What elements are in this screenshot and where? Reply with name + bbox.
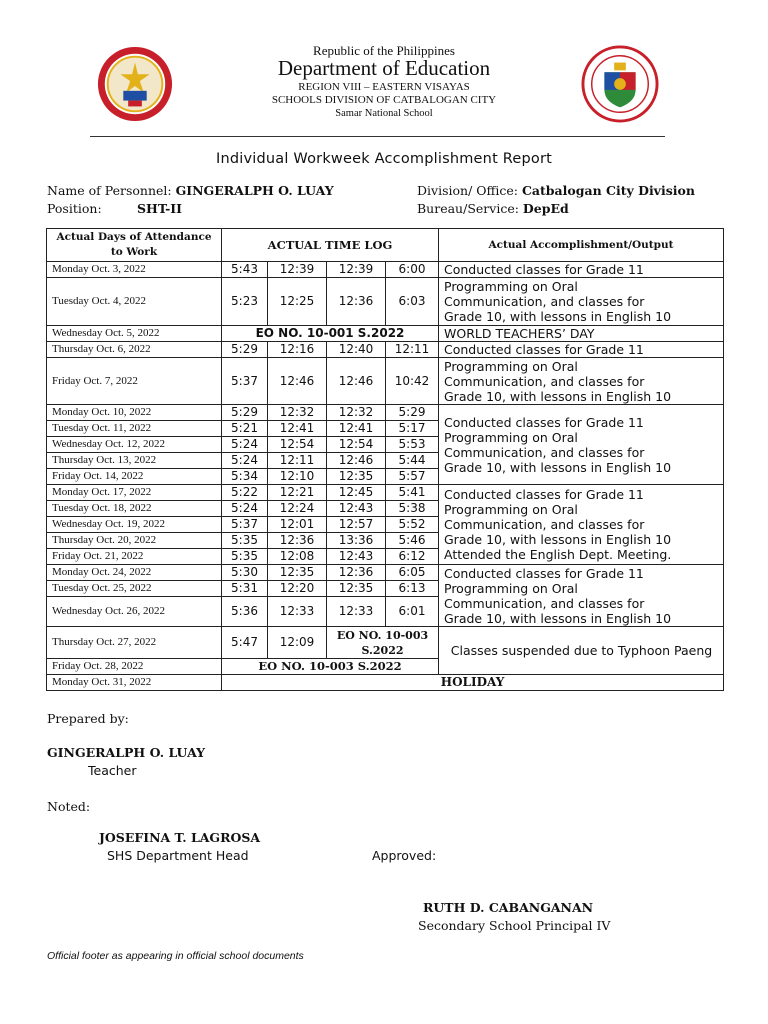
day-cell: Monday Oct. 10, 2022 [47,405,222,421]
time-in-am: 5:29 [222,342,268,358]
personnel-position-value: SHT-II [137,201,182,216]
day-cell: Friday Oct. 21, 2022 [47,549,222,565]
approved-position: Secondary School Principal IV [418,918,611,933]
footer-note: Official footer as appearing in official school documents [47,950,304,962]
day-cell: Tuesday Oct. 4, 2022 [47,278,222,326]
personnel-division: Catbalogan City Division [521,183,695,198]
output-line: Conducted classes for Grade 11 [444,565,644,581]
personnel-position [137,201,182,216]
table-row [47,405,724,421]
personnel-name-line [47,183,334,198]
output-line: Communication, and classes for [444,294,645,309]
header-divider [90,136,665,137]
time-out-am: 12:21 [268,485,327,501]
header-department: Department of Education [277,56,491,80]
time-out-pm: 6:05 [386,565,439,581]
output-cell: Conducted classes for Grade 11 [439,262,724,278]
personnel-name-label: Name of Personnel: [47,183,172,198]
report-title: Individual Workweek Accomplishment Report [215,151,553,167]
output-line: Communication, and classes for [444,373,645,389]
day-cell: Monday Oct. 24, 2022 [47,565,222,581]
time-in-pm: 12:36 [327,565,386,581]
time-in-am: 5:29 [222,405,268,421]
time-out-am: 12:08 [268,549,327,565]
time-in-pm: 12:43 [327,549,386,565]
personnel-position-label: Position: [47,201,102,216]
output-cell: Classes suspended due to Typhoon Paeng [439,627,724,675]
noted-position: SHS Department Head [107,848,249,863]
time-in-am: 5:24 [222,437,268,453]
time-in-am: 5:43 [222,262,268,278]
header-timelog: ACTUAL TIME LOG [222,229,439,262]
personnel-division-label: Division/ Office: [417,183,518,198]
time-out-am: 12:33 [268,597,327,627]
table-row [47,675,724,691]
time-out-pm: 12:11 [386,342,439,358]
time-in-pm: 12:54 [327,437,386,453]
time-in-pm: 13:36 [327,533,386,549]
eo-cell: EO NO. 10-003 S.2022 [222,659,439,675]
time-out-am: 12:25 [268,278,327,326]
table-header-row [47,229,724,262]
approved-name: RUTH D. CABANGANAN [423,900,594,915]
time-in-am: 5:37 [222,517,268,533]
time-in-am: 5:34 [222,469,268,485]
time-in-pm: 12:45 [327,485,386,501]
time-out-pm: 5:44 [386,453,439,469]
output-line: Grade 10, with lessons in English 10 [444,610,672,626]
output-line: Grade 10, with lessons in English 10 [444,309,672,324]
personnel-bureau-label: Bureau/Service: [417,201,519,216]
header-republic: Republic of the Philippines [313,43,455,58]
time-out-pm: 10:42 [386,358,439,405]
time-in-am: 5:21 [222,421,268,437]
time-out-am: 12:11 [268,453,327,469]
time-out-pm: 5:52 [386,517,439,533]
day-cell: Monday Oct. 17, 2022 [47,485,222,501]
time-out-am: 12:09 [268,627,327,659]
day-cell: Thursday Oct. 6, 2022 [47,342,222,358]
header-region: REGION VIII – EASTERN VISAYAS [298,81,470,93]
day-cell: Thursday Oct. 27, 2022 [47,627,222,659]
table-row [47,326,724,342]
day-cell: Friday Oct. 7, 2022 [47,358,222,405]
holiday-cell: HOLIDAY [222,675,724,691]
time-in-am: 5:24 [222,501,268,517]
output-line: Programming on Oral [444,580,578,596]
time-out-pm: 5:57 [386,469,439,485]
time-in-am: 5:36 [222,597,268,627]
time-out-pm: 5:46 [386,533,439,549]
time-in-pm: 12:43 [327,501,386,517]
header-division: SCHOOLS DIVISION OF CATBALOGAN CITY [271,94,497,106]
time-out-am: 12:24 [268,501,327,517]
day-cell: Wednesday Oct. 26, 2022 [47,597,222,627]
prepared-position: Teacher [88,763,137,778]
time-in-am: 5:37 [222,358,268,405]
day-cell: Thursday Oct. 13, 2022 [47,453,222,469]
time-in-am: 5:47 [222,627,268,659]
day-cell: Thursday Oct. 20, 2022 [47,533,222,549]
time-out-pm: 6:01 [386,597,439,627]
time-in-pm: 12:36 [327,278,386,326]
time-in-pm: 12:35 [327,581,386,597]
personnel-division-line [417,183,695,198]
time-out-am: 12:39 [268,262,327,278]
day-cell: Tuesday Oct. 18, 2022 [47,501,222,517]
table-row [47,278,724,326]
time-out-pm: 6:13 [386,581,439,597]
time-in-pm: 12:57 [327,517,386,533]
time-out-am: 12:46 [268,358,327,405]
personnel-name: GINGERALPH O. LUAY [175,183,334,198]
table-row [47,627,724,659]
output-line: Programming on Oral [444,279,578,294]
time-out-am: 12:01 [268,517,327,533]
eo-cell: EO NO. 10-003 S.2022 [327,627,439,659]
output-line: Attended the English Dept. Meeting. [444,547,672,562]
output-line: Programming on Oral [444,429,578,445]
day-cell: Monday Oct. 3, 2022 [47,262,222,278]
time-in-pm: 12:46 [327,453,386,469]
time-out-am: 12:20 [268,581,327,597]
day-cell: Tuesday Oct. 11, 2022 [47,421,222,437]
output-cell [439,358,724,405]
time-in-am: 5:23 [222,278,268,326]
output-line: Conducted classes for Grade 11 [444,487,644,502]
time-out-pm: 6:12 [386,549,439,565]
time-out-am: 12:41 [268,421,327,437]
output-line: Grade 10, with lessons in English 10 [444,459,672,475]
time-in-am: 5:30 [222,565,268,581]
output-line: Programming on Oral [444,358,578,374]
approved-label: Approved: [372,848,437,863]
header-school: Samar National School [335,108,433,119]
output-cell [439,278,724,326]
time-in-pm: 12:41 [327,421,386,437]
noted-name: JOSEFINA T. LAGROSA [99,830,261,845]
output-line: Grade 10, with lessons in English 10 [444,388,672,404]
time-out-pm: 6:03 [386,278,439,326]
personnel-bureau: DepEd [522,201,569,216]
table-row [47,262,724,278]
time-in-pm: 12:46 [327,358,386,405]
time-in-pm: 12:32 [327,405,386,421]
eo-cell: EO NO. 10-001 S.2022 [222,326,439,342]
prepared-label: Prepared by: [47,711,129,726]
time-out-am: 12:35 [268,565,327,581]
day-cell: Friday Oct. 28, 2022 [47,659,222,675]
output-line: Grade 10, with lessons in English 10 [444,532,672,547]
output-cell: WORLD TEACHERS’ DAY [439,326,724,342]
header-days: Actual Days of Attendance to Work [47,229,222,262]
time-in-am: 5:22 [222,485,268,501]
output-cell [439,485,724,565]
time-in-am: 5:24 [222,453,268,469]
time-out-am: 12:16 [268,342,327,358]
time-out-pm: 5:29 [386,405,439,421]
day-cell: Wednesday Oct. 12, 2022 [47,437,222,453]
time-out-pm: 6:00 [386,262,439,278]
time-out-pm: 5:53 [386,437,439,453]
output-line: Programming on Oral [444,502,578,517]
output-line: Communication, and classes for [444,595,645,611]
time-in-pm: 12:35 [327,469,386,485]
table-row [47,565,724,581]
time-in-pm: 12:39 [327,262,386,278]
noted-label: Noted: [47,799,91,814]
table-row [47,358,724,405]
output-line: Conducted classes for Grade 11 [444,414,644,430]
day-cell: Monday Oct. 31, 2022 [47,675,222,691]
output-line: Communication, and classes for [444,517,645,532]
time-out-am: 12:36 [268,533,327,549]
time-out-am: 12:10 [268,469,327,485]
header-output: Actual Accomplishment/Output [439,229,724,262]
output-cell: Conducted classes for Grade 11 [439,342,724,358]
output-cell [439,565,724,627]
time-in-am: 5:31 [222,581,268,597]
time-out-pm: 5:17 [386,421,439,437]
time-in-pm: 12:33 [327,597,386,627]
output-cell [439,405,724,485]
table-row [47,485,724,501]
time-in-am: 5:35 [222,549,268,565]
time-out-pm: 5:41 [386,485,439,501]
time-in-pm: 12:40 [327,342,386,358]
day-cell: Tuesday Oct. 25, 2022 [47,581,222,597]
prepared-name: GINGERALPH O. LUAY [47,745,206,760]
time-out-am: 12:54 [268,437,327,453]
table-row [47,342,724,358]
time-out-pm: 5:38 [386,501,439,517]
day-cell: Wednesday Oct. 5, 2022 [47,326,222,342]
time-log-table [46,228,724,691]
day-cell: Wednesday Oct. 19, 2022 [47,517,222,533]
time-in-am: 5:35 [222,533,268,549]
personnel-bureau-line [417,201,569,216]
day-cell: Friday Oct. 14, 2022 [47,469,222,485]
time-out-am: 12:32 [268,405,327,421]
output-line: Communication, and classes for [444,444,645,460]
